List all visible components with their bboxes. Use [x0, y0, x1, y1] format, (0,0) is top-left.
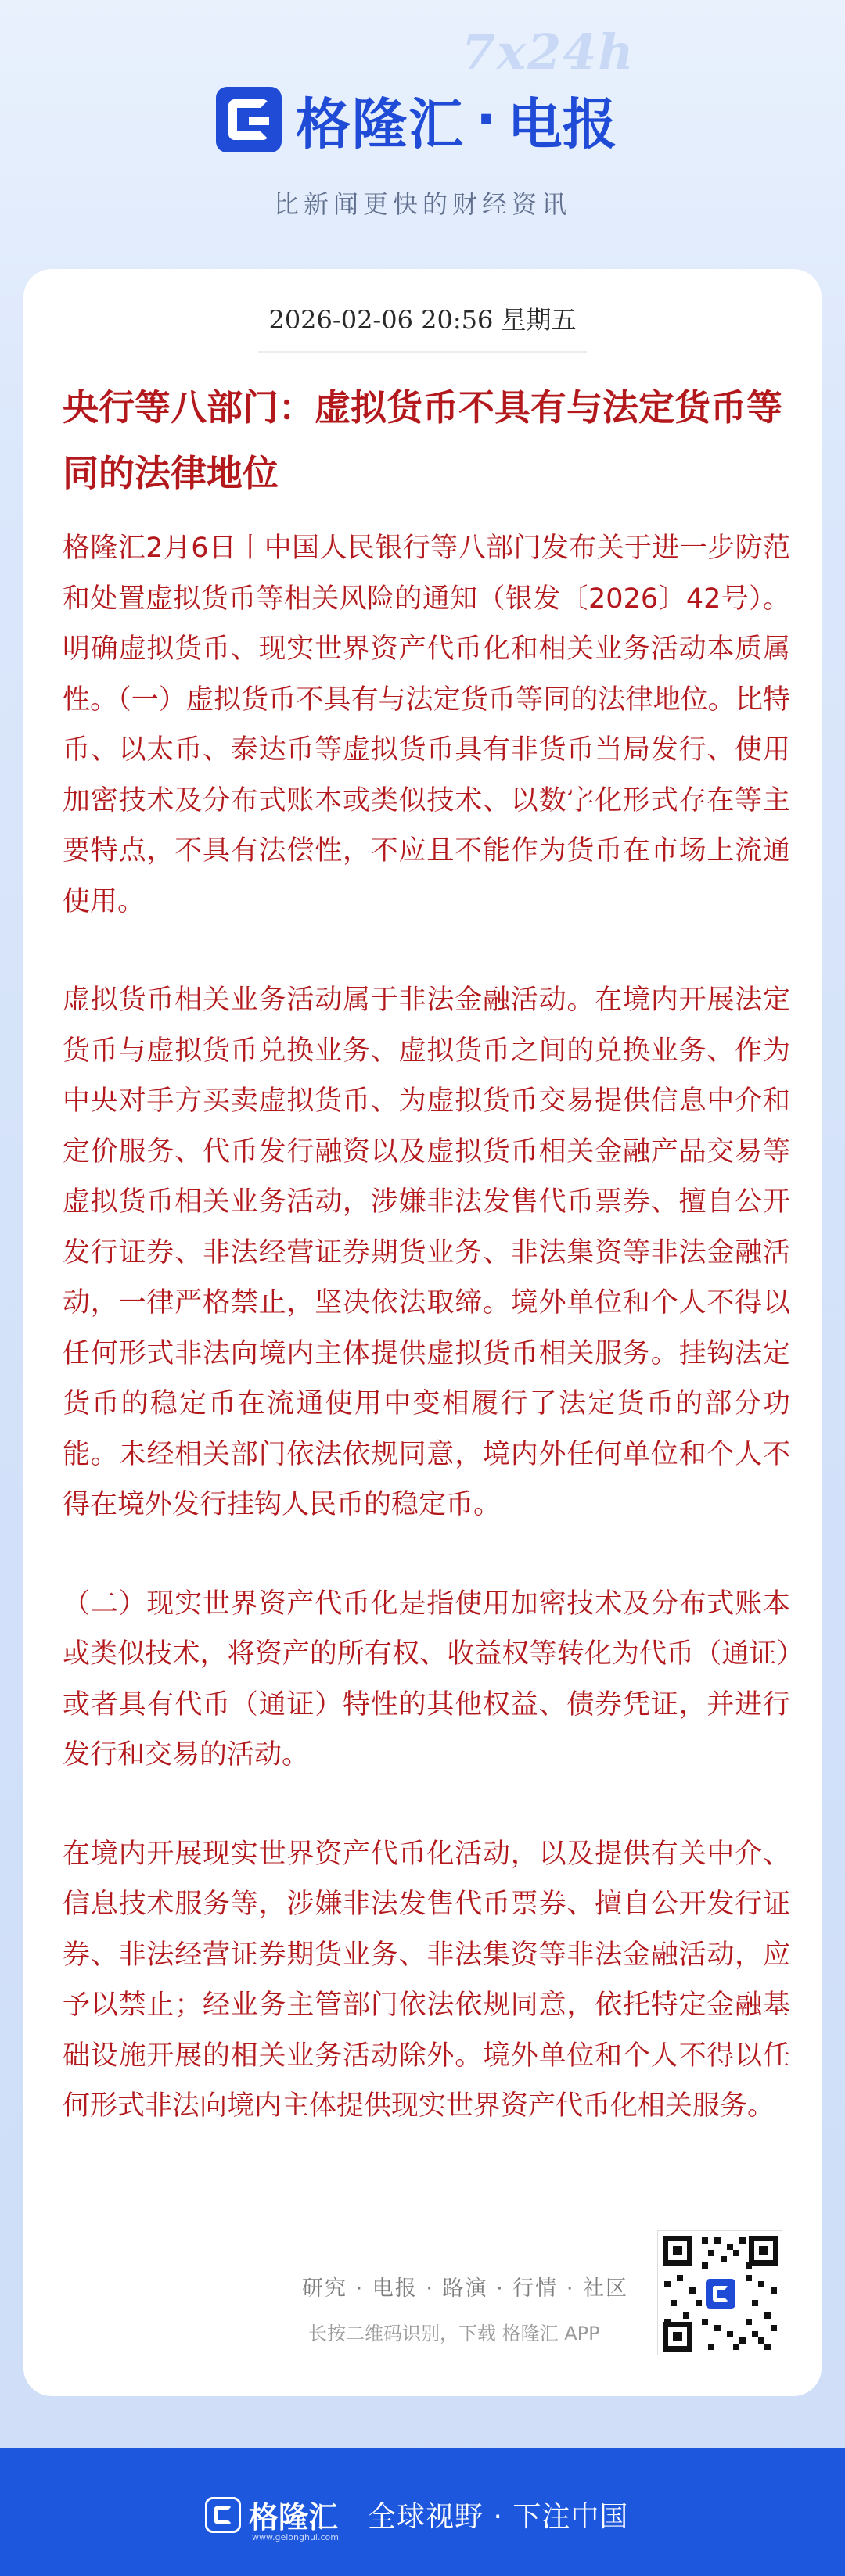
article-paragraph: （二）现实世界资产代币化是指使用加密技术及分布式账本或类似技术，将资产的所有权、收益权等转化为代币（通证）或者具有代币（通证）特性的其他权益、债券凭证，并进行发行和交易的活动。 — [63, 1588, 790, 1771]
bottom-brand — [205, 2493, 339, 2542]
gelonghui-logo-icon — [216, 87, 282, 152]
article-title: 央行等八部门：虚拟货币不具有与法定货币等同的法律地位 — [63, 386, 782, 494]
brand-name: 格隆汇 — [296, 91, 465, 156]
bottom-slogan: 全球视野 · 下注中国 — [368, 2501, 629, 2533]
footer-links: 研究 · 电报 · 路演 · 行情 · 社区 — [302, 2276, 628, 2301]
watermark-text: 7x24h — [462, 23, 635, 81]
gelonghui-logo-icon — [205, 2497, 241, 2533]
tagline: 比新闻更快的财经资讯 — [273, 189, 571, 219]
header — [0, 0, 845, 266]
bottom-brand-domain: www.gelonghui.com — [252, 2532, 339, 2542]
article-body — [63, 523, 790, 2180]
brand-lockup — [216, 84, 617, 155]
article-paragraph: 虚拟货币相关业务活动属于非法金融活动。在境内开展法定货币与虚拟货币兑换业务、虚拟货币之间的兑换业务、作为中央对手方买卖虚拟货币、为虚拟货币交易提供信息中介和定价服务、代币发行融资以及虚拟货币相关金融产品交易等虚拟货币相关业务活动，涉嫌非法发售代币票券、擅自公开发行证券、非法经营证券期货业务、非法集资等非法金融活动，一律严格禁止，坚决依法取缔。境外单位和个人不得以任何形式非法向境内主体提供虚拟货币相关服务。挂钩法定货币的稳定币在流通使用中变相履行了法定货币的部分功能。未经相关部门依法依规同意，境内外任何单位和个人不得在境外发行挂钩人民币的稳定币。 — [63, 985, 790, 1520]
qr-code-icon[interactable] — [657, 2230, 782, 2355]
bottom-bar — [0, 2448, 845, 2576]
qr-logo-icon — [703, 2276, 738, 2311]
article-card — [23, 269, 822, 2396]
article-paragraph: 格隆汇2月6日丨中国人民银行等八部门发布关于进一步防范和处置虚拟货币等相关风险的通知（银发〔2026〕42号）。明确虚拟货币、现实世界资产代币化和相关业务活动本质属性。（一）虚拟货币不具有与法定货币等同的法律地位。比特币、以太币、泰达币等虚拟货币具有非货币当局发行、使用加密技术及分布式账本或类似技术、以数字化形式存在等主要特点，不具有法偿性，不应且不能作为货币在市场上流通使用。 — [63, 533, 790, 917]
date-divider — [258, 351, 587, 353]
brand-section: 电报 — [507, 91, 617, 156]
article-datetime: 2026-02-06 20:56 星期五 — [268, 305, 577, 335]
scan-hint: 长按二维码识别，下载 格隆汇 APP — [308, 2323, 600, 2345]
brand-separator: · — [476, 88, 497, 152]
bottom-brand-name: 格隆汇 — [249, 2500, 339, 2535]
article-paragraph: 在境内开展现实世界资产代币化活动，以及提供有关中介、信息技术服务等，涉嫌非法发售代币票券、擅自公开发行证券、非法经营证券期货业务、非法集资等非法金融活动，应予以禁止；经业务主管部门依法依规同意，依托特定金融基础设施开展的相关业务活动除外。境外单位和个人不得以任何形式非法向境内主体提供现实世界资产代币化相关服务。 — [63, 1838, 790, 2122]
